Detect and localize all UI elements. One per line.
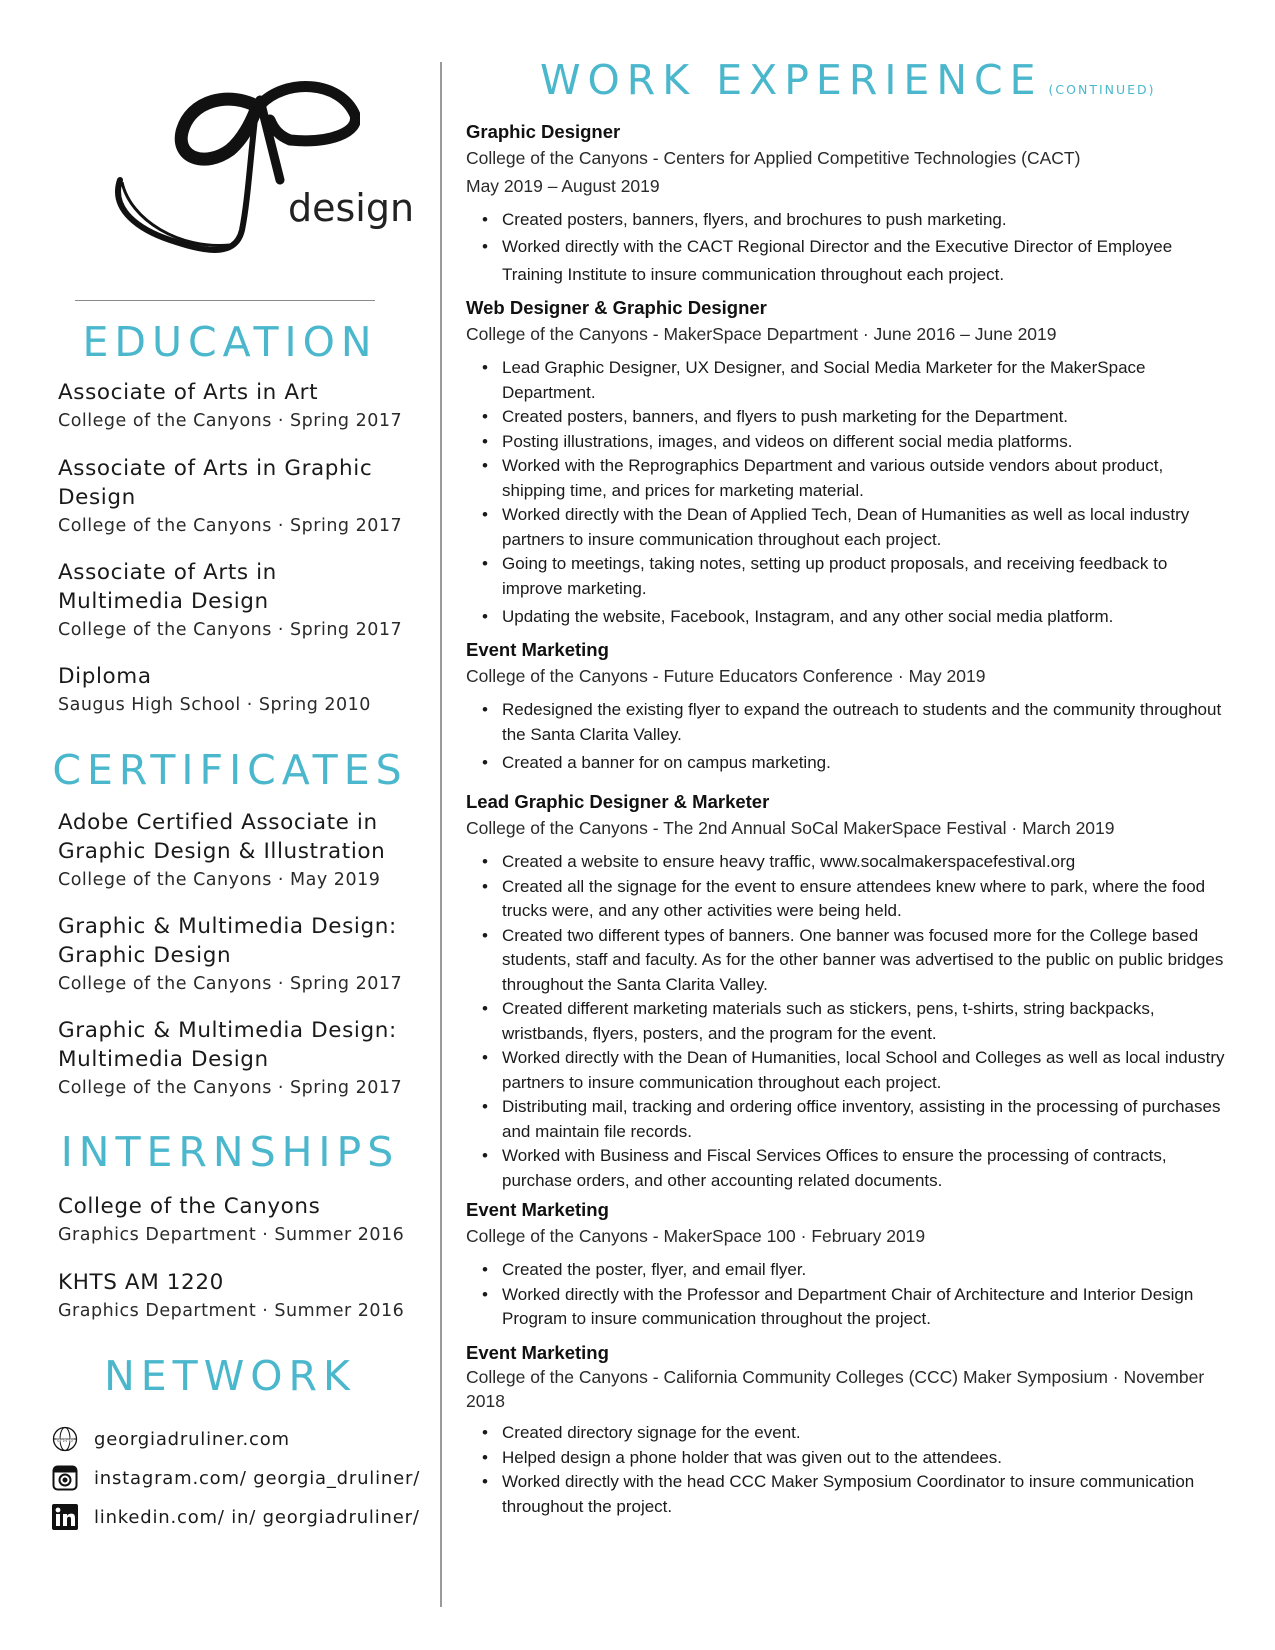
education-entry [58,378,408,435]
job-dates: May 2019 – August 2019 [466,176,660,196]
network-item-linkedin[interactable] [52,1502,432,1532]
sidebar-divider [75,300,375,301]
certificate-detail: College of the Canyons · May 2019 [58,870,381,890]
job-title: Graphic Designer [466,121,621,142]
internships-heading: INTERNSHIPS [60,1128,400,1176]
job-title: Web Designer & Graphic Designer [466,297,767,318]
job-organization: College of the Canyons - Future Educators Conference · May 2019 [466,666,986,686]
job-bullet: • Worked directly with the Professor and Department Chair of Architecture and Interior Design Program to insure communication throughout the project. [502,1283,1226,1332]
job-bullet: • Updating the website, Facebook, Instagram, and any other social media platform. [502,605,1226,630]
job-bullets [466,698,1226,776]
certificate-entry [58,1016,408,1102]
job-bullet: • Going to meetings, taking notes, setting up product proposals, and receiving feedback to improve marketing. [502,552,1226,601]
education-entry [58,454,408,540]
job-organization: College of the Canyons - MakerSpace Department · June 2016 – June 2019 [466,324,1057,344]
internship-title: College of the Canyons [58,1194,321,1219]
job-organization: College of the Canyons - MakerSpace 100 · February 2019 [466,1226,926,1246]
logo-wordmark: design [288,186,415,230]
job-organization: College of the Canyons - Centers for Applied Competitive Technologies (CACT) [466,148,1081,168]
linkedin-link[interactable]: linkedin.com/ in/ georgiadruliner/ [94,1506,420,1528]
job-title: Event Marketing [466,1342,609,1363]
sidebar [50,0,421,1650]
education-entry [58,662,408,719]
column-divider [440,62,442,1607]
job-entry [466,296,1226,630]
internship-entry [58,1268,408,1325]
job-title: Event Marketing [466,1199,609,1220]
education-title: Associate of Arts in Art [58,380,319,405]
job-bullet: • Worked with the Reprographics Department and various outside vendors about product, shipping time, and prices for marketing material. [502,454,1226,503]
job-entry [466,638,1226,776]
education-detail: College of the Canyons · Spring 2017 [58,516,403,536]
job-bullet: • Worked with Business and Fiscal Services Offices to ensure the processing of contracts, purchase orders, and other accounting related documents. [502,1144,1226,1193]
job-bullet: • Helped design a phone holder that was given out to the attendees. [502,1446,1226,1471]
instagram-icon [52,1465,78,1491]
job-entry [466,790,1226,1193]
job-bullets [466,1421,1226,1519]
job-bullet: • Lead Graphic Designer, UX Designer, and Social Media Marketer for the MakerSpace Department. [502,356,1226,405]
globe-www-icon [52,1426,78,1452]
job-organization: College of the Canyons - The 2nd Annual SoCal MakerSpace Festival · March 2019 [466,818,1115,838]
instagram-link[interactable]: instagram.com/ georgia_druliner/ [94,1467,421,1489]
job-bullet: • Created different marketing materials such as stickers, pens, t-shirts, string backpacks, wristbands, flyers, posters, and the program for the event. [502,997,1226,1046]
work-heading-continued: (CONTINUED) [1048,82,1156,97]
education-title: Diploma [58,664,152,689]
job-bullet: • Created directory signage for the event. [502,1421,1226,1446]
certificates-heading: CERTIFICATES [52,746,408,794]
job-bullet: • Created a website to ensure heavy traffic, www.socalmakerspacefestival.org [502,850,1226,875]
internship-entry [58,1192,408,1249]
job-title: Event Marketing [466,639,609,660]
job-bullet: • Created posters, banners, and flyers to push marketing for the Department. [502,405,1226,430]
job-title: Lead Graphic Designer & Marketer [466,791,770,812]
job-bullet: • Worked directly with the head CCC Maker Symposium Coordinator to insure communication throughout the project. [502,1470,1226,1519]
job-organization: College of the Canyons - California Community Colleges (CCC) Maker Symposium · November 2018 [466,1367,1205,1411]
job-bullet: • Posting illustrations, images, and videos on different social media platforms. [502,430,1226,455]
education-detail: College of the Canyons · Spring 2017 [58,620,403,640]
job-entry [466,120,1226,289]
education-detail: College of the Canyons · Spring 2017 [58,411,403,431]
svg-text:www: www [56,1436,74,1444]
certificate-title: Graphic & Multimedia Design: Multimedia Design [58,1018,397,1072]
job-bullet: • Worked directly with the Dean of Applied Tech, Dean of Humanities as well as local industry partners to insure communication throughout each project. [502,503,1226,552]
job-bullet: • Redesigned the existing flyer to expand the outreach to students and the community throughout the Santa Clarita Valley. [502,698,1226,747]
network-item-website[interactable] [52,1424,432,1454]
job-bullet: • Created a banner for on campus marketing. [502,751,1226,776]
job-bullets [466,1258,1226,1332]
certificate-entry [58,912,408,998]
logo-brushstroke-icon [110,70,360,270]
certificate-detail: College of the Canyons · Spring 2017 [58,1078,403,1098]
certificate-entry [58,808,408,894]
education-title: Associate of Arts in Multimedia Design [58,560,277,614]
job-bullet: • Worked directly with the Dean of Humanities, local School and Colleges as well as local industry partners to insure communication throughout each project. [502,1046,1226,1095]
linkedin-icon [52,1504,78,1530]
job-bullet: • Created the poster, flyer, and email flyer. [502,1258,1226,1283]
job-bullet: • Worked directly with the CACT Regional Director and the Executive Director of Employee Training Institute to insure communication throughout each project. [502,233,1226,289]
education-entry [58,558,408,644]
internship-detail: Graphics Department · Summer 2016 [58,1225,405,1245]
education-heading: EDUCATION [82,318,378,366]
job-bullet: • Distributing mail, tracking and ordering office inventory, assisting in the processing of purchases and maintain file records. [502,1095,1226,1144]
network-item-instagram[interactable] [52,1463,432,1493]
certificate-detail: College of the Canyons · Spring 2017 [58,974,403,994]
job-bullet: • Created posters, banners, flyers, and brochures to push marketing. [502,208,1226,233]
internship-detail: Graphics Department · Summer 2016 [58,1301,405,1321]
education-title: Associate of Arts in Graphic Design [58,456,373,510]
job-entry [466,1198,1226,1332]
job-bullets [466,850,1226,1193]
work-heading-title: WORK EXPERIENCE [540,56,1043,104]
job-bullets [466,356,1226,630]
network-heading: NETWORK [104,1352,356,1400]
internship-title: KHTS AM 1220 [58,1270,224,1295]
job-entry [466,1341,1226,1519]
work-heading [540,56,1156,104]
certificate-title: Adobe Certified Associate in Graphic Design & Illustration [58,810,386,864]
certificate-title: Graphic & Multimedia Design: Graphic Design [58,914,397,968]
job-bullet: • Created two different types of banners. One banner was focused more for the College based students, staff and faculty. As for the other banner was advertised to the public on public bridges throughout the Santa Clarita Valley. [502,924,1226,998]
brand-logo [110,70,415,270]
job-bullets [466,208,1226,289]
education-detail: Saugus High School · Spring 2010 [58,695,371,715]
job-bullet: • Created all the signage for the event to ensure attendees knew where to park, where the food trucks were, and any other activities were being held. [502,875,1226,924]
website-link[interactable]: georgiadruliner.com [94,1428,290,1450]
